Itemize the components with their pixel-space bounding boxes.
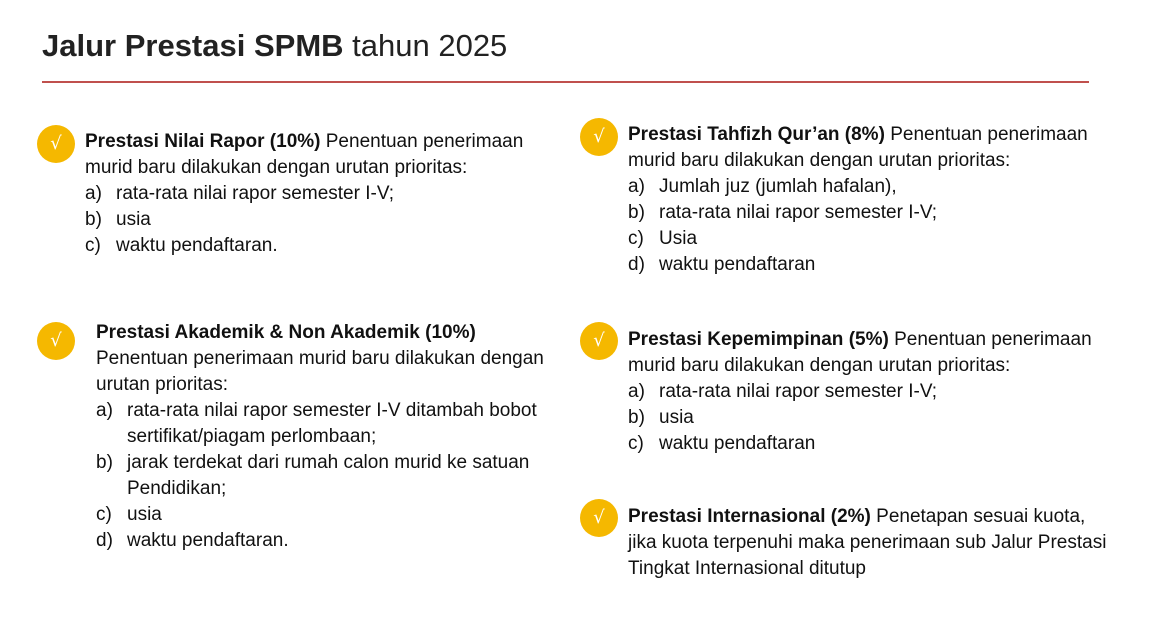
- list-marker: a): [628, 381, 645, 402]
- priority-list: [628, 174, 1098, 278]
- block-description: Penentuan penerimaan murid baru dilakukan dengan urutan prioritas:: [96, 348, 544, 395]
- page-title: [42, 26, 507, 66]
- list-item: [96, 450, 546, 502]
- list-item: [96, 528, 546, 554]
- priority-list: [85, 181, 555, 259]
- block-text: [628, 122, 1098, 278]
- list-item-text: rata-rata nilai rapor semester I-V;: [659, 202, 938, 223]
- list-item: [628, 174, 1098, 200]
- list-item-text: waktu pendaftaran: [659, 433, 816, 454]
- list-item-text: usia: [127, 504, 162, 525]
- list-item-text: waktu pendaftaran: [659, 254, 816, 275]
- list-item: [628, 379, 1098, 405]
- list-item-text: Jumlah juz (jumlah hafalan),: [659, 176, 897, 197]
- list-item: [96, 398, 546, 450]
- list-item: [628, 200, 1098, 226]
- list-marker: c): [628, 228, 644, 249]
- list-item: [85, 207, 555, 233]
- block-description: Penetapan sesuai kuota, jika kuota terpenuhi maka penerimaan sub Jalur Prestasi Tingkat Internasional ditutup: [628, 506, 1107, 579]
- list-marker: a): [85, 183, 102, 204]
- list-marker: b): [628, 202, 645, 223]
- list-item-text: waktu pendaftaran.: [116, 235, 278, 256]
- block-heading: Prestasi Kepemimpinan (5%): [628, 329, 889, 350]
- list-marker: d): [96, 530, 113, 551]
- block-description: Penentuan penerimaan murid baru dilakukan dengan urutan prioritas:: [628, 329, 1092, 376]
- list-marker: c): [628, 433, 644, 454]
- block-heading: Prestasi Nilai Rapor (10%): [85, 131, 321, 152]
- list-item-text: jarak terdekat dari rumah calon murid ke satuan Pendidikan;: [127, 452, 530, 499]
- list-item-text: rata-rata nilai rapor semester I-V ditambah bobot sertifikat/piagam perlombaan;: [127, 400, 537, 447]
- priority-list: [628, 379, 1098, 457]
- block-description: Penentuan penerimaan murid baru dilakukan dengan urutan prioritas:: [628, 124, 1088, 171]
- checkmark-icon: √: [580, 118, 618, 156]
- block-heading: Prestasi Internasional (2%): [628, 506, 871, 527]
- list-item: [85, 181, 555, 207]
- block-paragraph: [628, 122, 1098, 174]
- list-marker: a): [96, 400, 113, 421]
- checkmark-icon: √: [37, 322, 75, 360]
- list-item: [628, 226, 1098, 252]
- list-item: [85, 233, 555, 259]
- list-marker: c): [85, 235, 101, 256]
- checkmark-icon: √: [580, 499, 618, 537]
- list-marker: b): [85, 209, 102, 230]
- list-item-text: Usia: [659, 228, 698, 249]
- list-item: [96, 502, 546, 528]
- block-paragraph: [85, 129, 555, 181]
- list-item-text: usia: [659, 407, 694, 428]
- list-item: [628, 252, 1098, 278]
- list-item: [628, 431, 1098, 457]
- checkmark-icon: √: [37, 125, 75, 163]
- block-text: [628, 504, 1108, 582]
- page-title-bold: Jalur Prestasi SPMB: [42, 28, 344, 63]
- block-description: Penentuan penerimaan murid baru dilakukan dengan urutan prioritas:: [85, 131, 524, 178]
- block-paragraph: [628, 504, 1108, 582]
- block-text: [628, 327, 1098, 457]
- checkmark-icon: √: [580, 322, 618, 360]
- block-text: [85, 129, 555, 259]
- block-heading: Prestasi Tahfizh Qur’an (8%): [628, 124, 885, 145]
- list-marker: b): [96, 452, 113, 473]
- list-marker: b): [628, 407, 645, 428]
- page-title-rest: tahun 2025: [343, 28, 508, 63]
- title-divider: [42, 81, 1089, 83]
- list-item-text: waktu pendaftaran.: [127, 530, 289, 551]
- list-item: [628, 405, 1098, 431]
- block-paragraph: [628, 327, 1098, 379]
- block-paragraph: [96, 320, 546, 398]
- priority-list: [96, 398, 546, 554]
- block-heading: Prestasi Akademik & Non Akademik (10%): [96, 322, 476, 343]
- list-marker: c): [96, 504, 112, 525]
- list-item-text: usia: [116, 209, 151, 230]
- list-marker: d): [628, 254, 645, 275]
- list-item-text: rata-rata nilai rapor semester I-V;: [659, 381, 938, 402]
- list-item-text: rata-rata nilai rapor semester I-V;: [116, 183, 395, 204]
- list-marker: a): [628, 176, 645, 197]
- block-text: [96, 320, 546, 554]
